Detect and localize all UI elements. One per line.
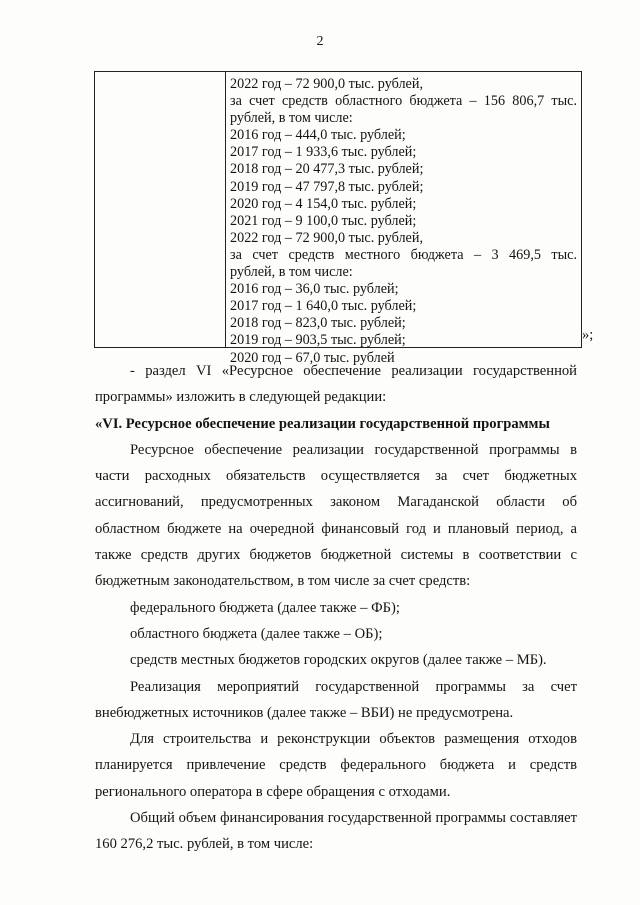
table-line: 2018 год – 20 477,3 тыс. рублей;: [230, 161, 424, 178]
paragraph-waste-facilities: Для строительства и реконструкции объектов размещения отходов планируется привлечение средств федерального бюджета и средств регионального оператора в сфере обращения с отходами.: [95, 731, 577, 800]
list-item: средств местных бюджетов городских округов (далее также – МБ).: [130, 652, 547, 669]
table-right-cell: [226, 72, 581, 366]
table-line: рублей, в том числе:: [230, 264, 353, 281]
table-line: рублей, в том числе:: [230, 110, 353, 127]
table-line: 2021 год – 9 100,0 тыс. рублей;: [230, 212, 417, 229]
section-heading: «VI. Ресурсное обеспечение реализации государственной программы: [95, 415, 550, 432]
table-line: 2019 год – 903,5 тыс. рублей;: [230, 332, 406, 349]
paragraph-extrabudgetary: Реализация мероприятий государственной программы за счет внебюджетных источников (далее также – ВБИ) не предусмотрена.: [95, 678, 577, 721]
budget-table: [94, 71, 582, 366]
table-line: за счет средств областного бюджета – 156 806,7 тыс.: [230, 93, 577, 110]
table-line: 2017 год – 1 640,0 тыс. рублей;: [230, 298, 417, 315]
table-left-cell: [95, 72, 226, 347]
body-text: [95, 358, 577, 858]
table-line: 2016 год – 36,0 тыс. рублей;: [230, 281, 399, 298]
table-line: 2019 год – 47 797,8 тыс. рублей;: [230, 178, 424, 195]
table-line: 2017 год – 1 933,6 тыс. рублей;: [230, 144, 417, 161]
page-number: 2: [316, 34, 324, 49]
table-line: 2016 год – 444,0 тыс. рублей;: [230, 127, 406, 144]
table-line: 2020 год – 67,0 тыс. рублей: [230, 349, 395, 366]
closing-quote-mark: »;: [582, 327, 594, 343]
list-item: областного бюджета (далее также – ОБ);: [130, 625, 383, 642]
table-line: 2022 год – 72 900,0 тыс. рублей,: [230, 76, 423, 92]
table-line: 2018 год – 823,0 тыс. рублей;: [230, 315, 406, 332]
amendment-intro: - раздел VI «Ресурсное обеспечение реализации государственной программы» изложить в следующей редакции:: [95, 363, 577, 406]
paragraph-total-funding: Общий объем финансирования государственной программы составляет 160 276,2 тыс. рублей, в том числе:: [95, 810, 577, 853]
table-line: за счет средств местного бюджета – 3 469,5 тыс.: [230, 246, 577, 263]
list-item: федерального бюджета (далее также – ФБ);: [130, 599, 400, 616]
table-line: 2020 год – 4 154,0 тыс. рублей;: [230, 195, 417, 212]
table-line: 2022 год – 72 900,0 тыс. рублей,: [230, 229, 423, 246]
paragraph-resources: Ресурсное обеспечение реализации государственной программы в части расходных обязательств осуществляется за счет бюджетных ассигнований, предусмотренных законом Магаданской области об областном бюджете на очередной финансовый год и плановый период, а также средств других бюджетов бюджетной системы в соответствии с бюджетным законодательством, в том числе за счет средств:: [95, 441, 577, 590]
